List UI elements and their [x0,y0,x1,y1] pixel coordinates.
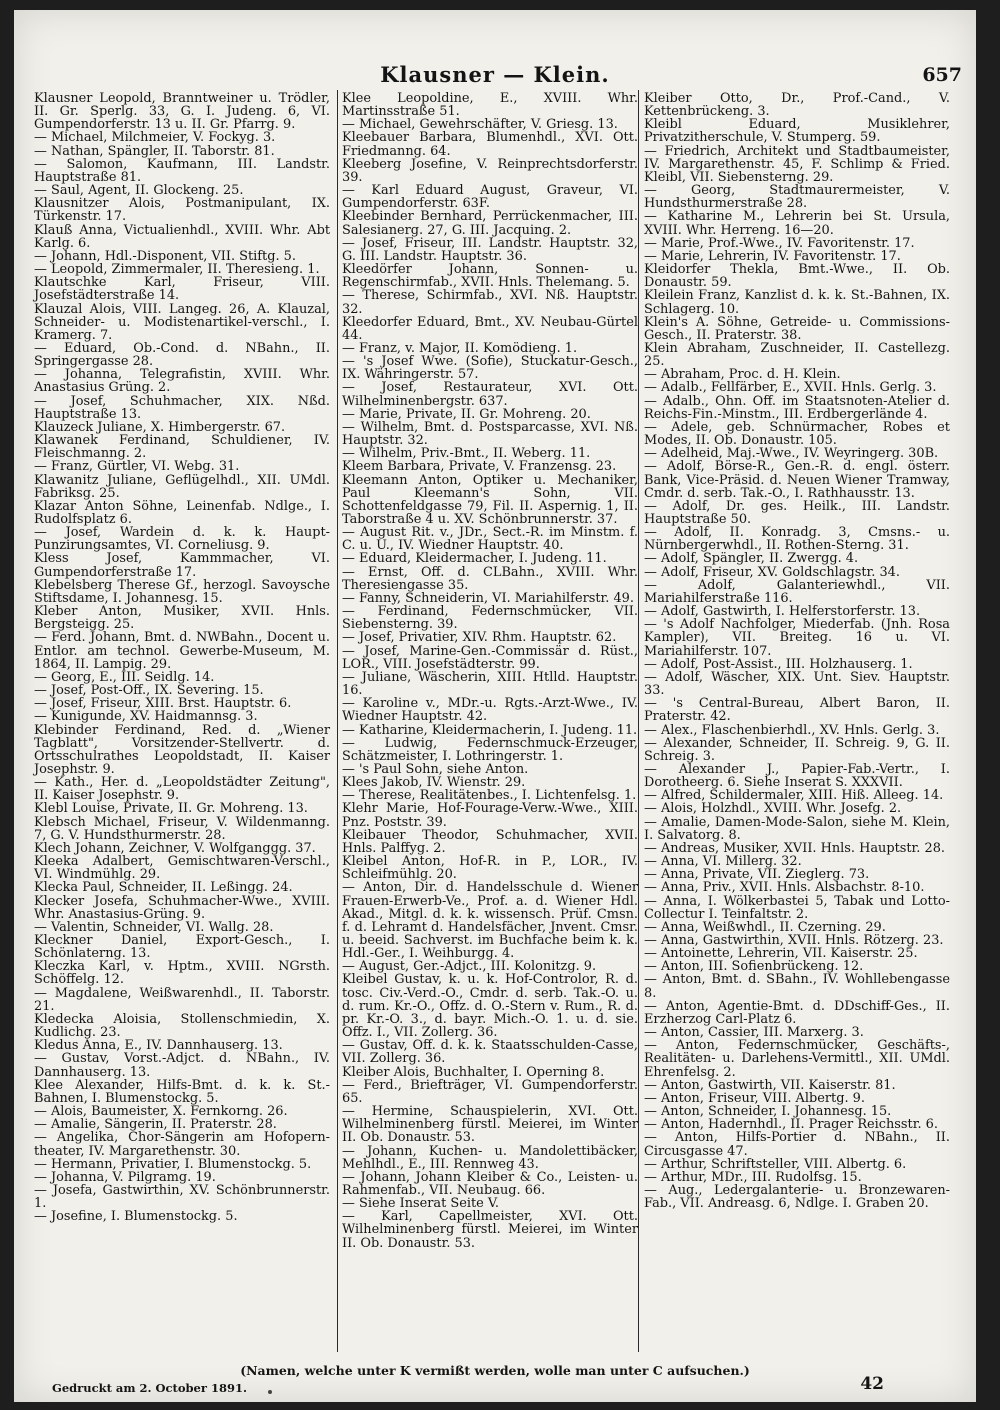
directory-entry: Klawanitz Juliane, Geflügelhdl., XII. UMdl. Fabriksg. 25. [34,472,330,501]
directory-entry: — Anton, Schneider, I. Johannesg. 15. [644,1104,892,1120]
directory-entry: Kledus Anna, E., IV. Dannhauserg. 13. [34,1038,283,1054]
directory-entry: Klauß Anna, Victualienhdl., XVIII. Whr. Abt Karlg. 6. [34,222,330,251]
directory-entry: Kleczka Karl, v. Hptm., XVIII. NGrsth. Schöffelg. 12. [34,959,330,988]
directory-entry: Kleidorfer Thekla, Bmt.-Wwe., II. Ob. Donaustr. 59. [644,262,950,291]
directory-entry: Kleebinder Bernhard, Perrückenmacher, III. Salesianerg. 27, G. III. Jacquing. 2. [342,209,638,238]
directory-entry: — 's Central-Bureau, Albert Baron, II. Praterstr. 42. [644,696,950,725]
directory-entry: — Fanny, Schneiderin, VI. Mariahilferstr. 49. [342,590,634,606]
directory-entry: — Juliane, Wäscherin, XIII. Htlld. Hauptstr. 16. [342,669,638,699]
directory-entry: — Adolf, Friseur, XV. Goldschlagstr. 34. [644,564,900,580]
directory-entry: — Adolf, Post-Assist., III. Holzhauserg. 1. [644,656,913,672]
directory-entry: — Karoline v., MDr.-u. Rgts.-Arzt-Wwe., IV. Wiedner Hauptstr. 42. [342,696,638,725]
directory-entry: — Josef, Friseur, III. Landstr. Hauptstr. 32, G. III. Landstr. Hauptstr. 36. [342,235,638,264]
directory-entry: — Adolf, Gastwirth, I. Helferstorferstr. 13. [644,604,921,620]
directory-entry: Klein Abraham, Zuschneider, II. Castellezg. 25. [644,340,950,370]
directory-entry: Klee Leopoldine, E., XVIII. Whr. Martinsstraße 51. [342,91,638,120]
directory-entry: — Andreas, Musiker, XVII. Hnls. Hauptstr. 28. [644,840,945,856]
signature-mark: 42 [860,1374,884,1394]
directory-entry: — Michael, Gewehrschäfter, V. Griesg. 13. [342,117,618,133]
directory-entry: — Katharine M., Lehrerin bei St. Ursula, XVIII. Whr. Herreng. 16—20. [644,209,950,238]
directory-entry: — Ferdinand, Federnschmücker, VII. Siebensterng. 39. [342,604,638,633]
directory-entry: Klawanek Ferdinand, Schuldiener, IV. Fleischmanng. 2. [34,433,330,462]
directory-entry: Klebl Louise, Private, II. Gr. Mohreng. 13. [34,801,308,817]
column-right [644,92,950,1210]
directory-entry: — Johann, Kuchen- u. Mandolettibäcker, Mehlhdl., E., III. Rennweg 43. [342,1143,638,1172]
directory-entry: — Marie, Lehrerin, IV. Favoritenstr. 17. [644,248,901,264]
directory-entry: — Anna, Gastwirthin, XVII. Hnls. Rötzerg. 23. [644,933,944,948]
directory-entry: — Adolf, II. Konradg. 3, Cmsns.- u. Nürnbergerwhdl., II. Rothen-Sterng. 31. [644,525,950,554]
directory-entry: — Kunigunde, XV. Haidmannsg. 3. [34,709,258,725]
directory-entry: — Johanna, Telegrafistin, XVIII. Whr. Anastasius Grüng. 2. [34,367,330,396]
directory-entry: Klauzal Alois, VIII. Langeg. 26, A. Klauzal, Schneider- u. Modistenartikel-verschl., I. Kramerg. 7. [34,301,330,343]
ink-dot [268,1390,272,1394]
directory-entry: — Alois, Baumeister, X. Fernkorng. 26. [34,1104,288,1120]
directory-entry: — 's Josef Wwe. (Sofie), Stuckatur-Gesch., IX. Währingerstr. 57. [342,354,638,383]
directory-entry: — Anton, Dir. d. Handelsschule d. Wiener Frauen-Erwerb-Ve., Prof. a. d. Wiener Hdl. Akad., Mitgl. d. k. k. wissensch. Prüf. Cmsn. f. d. Lehramt d. Handelsfächer, Jnvent. Cmsr. u. beeid. Sachverst. im Buchfache beim k. k. Hdl.-Ger., I. Weihburgg. 4. [342,880,638,962]
directory-entry: — Adalb., Ohn. Off. im Staatsnoten-Atelier d. Reichs-Fin.-Minstm., III. Erdbergerlände 4. [644,393,950,422]
directory-entry: — Anna, Priv., XVII. Hnls. Alsbachstr. 8-10. [644,880,925,896]
directory-entry: — Johanna, V. Pilgramg. 19. [34,1169,216,1185]
directory-entry: — Ludwig, Federnschmuck-Erzeuger, Schätzmeister, I. Lothringerstr. 1. [342,735,638,764]
directory-entry: — Georg, Stadtmaurermeister, V. Hundsthurmerstraße 28. [644,183,950,212]
directory-entry: — Salomon, Kaufmann, III. Landstr. Hauptstraße 81. [34,156,330,185]
directory-entry: — Arthur, MDr., III. Rudolfsg. 15. [644,1169,862,1185]
directory-entry: Kleeka Adalbert, Gemischtwaren-Verschl., VI. Windmühlg. 29. [34,854,330,883]
column-left [34,92,330,1223]
directory-entry: — Amalie, Sängerin, II. Praterstr. 28. [34,1117,277,1133]
directory-entry: — Anton, Gastwirth, VII. Kaiserstr. 81. [644,1077,896,1093]
directory-entry: Klees Jakob, IV. Wienstr. 29. [342,775,526,791]
directory-entry: — Josefine, I. Blumenstockg. 5. [34,1209,238,1225]
directory-entry: Kless Josef, Kammmacher, VI. Gumpendorferstraße 17. [34,551,330,580]
directory-entry: Klebelsberg Therese Gf., herzogl. Savoysche Stiftsdame, I. Johannesg. 15. [34,577,330,606]
directory-entry: — Anna, Private, VII. Zieglerg. 73. [644,867,870,883]
directory-entry: — Josefa, Gastwirthin, XV. Schönbrunnerstr. 1. [34,1182,330,1212]
directory-entry: — Adolf, Spängler, II. Zwergg. 4. [644,551,859,567]
directory-entry: — Alexander, Schneider, II. Schreig. 9, G. II. Schreig. 3. [644,735,950,764]
directory-entry: — Anton, Hadernhdl., II. Prager Reichsstr. 6. [644,1117,938,1133]
directory-entry: Kleckner Daniel, Export-Gesch., I. Schönlaterng. 13. [34,933,330,962]
directory-entry: — Johann, Hdl.-Disponent, VII. Stiftg. 5. [34,248,296,264]
directory-entry: — Ernst, Off. d. CLBahn., XVIII. Whr. Theresiengasse 35. [342,564,638,593]
directory-entry: — 's Paul Sohn, siehe Anton. [342,761,529,777]
directory-entry: — Josef, Restaurateur, XVI. Ott. Wilhelminenbergstr. 637. [342,380,638,409]
directory-entry: Kleemann Anton, Optiker u. Mechaniker, Paul Kleemann's Sohn, VII. Schottenfeldgasse 79, Fil. II. Aspernig. 1, II. Taborstraße 4 u. XV. Schönbrunnerstr. 37. [342,472,638,527]
directory-entry: — Valentin, Schneider, VI. Wallg. 28. [34,919,274,935]
directory-entry: — Adalb., Fellfärber, E., XVII. Hnls. Gerlg. 3. [644,380,937,396]
directory-entry: — Kath., Her. d. „Leopoldstädter Zeitung", II. Kaiser Josephstr. 9. [34,775,330,804]
directory-entry: Kleibauer Theodor, Schuhmacher, XVII. Hnls. Palffyg. 2. [342,827,638,856]
directory-page [14,10,976,1402]
column-middle [342,92,638,1250]
directory-entry: — Eduard, Kleidermacher, I. Judeng. 11. [342,551,607,567]
directory-entry: Klein's A. Söhne, Getreide- u. Commissions-Gesch., II. Praterstr. 38. [644,314,950,343]
directory-entry: — Anton, Agentie-Bmt. d. DDschiff-Ges., II. Erzherzog Carl-Platz 6. [644,998,950,1027]
directory-entry: — Alexander J., Papier-Fab.-Vertr., I. Dorotheerg. 6. Siehe Inserat S. XXXVII. [644,761,950,791]
directory-entry: — Eduard, Ob.-Cond. d. NBahn., II. Springergasse 28. [34,340,330,370]
directory-entry: — Adolf, Galanteriewhdl., VII. Mariahilferstraße 116. [644,577,950,606]
directory-entry: Kleebauer Barbara, Blumenhdl., XVI. Ott. Friedmanng. 64. [342,130,638,159]
directory-entry: — Josef, Wardein d. k. k. Haupt-Punzirungsamtes, VI. Corneliusg. 9. [34,525,330,554]
directory-entry: — Franz, v. Major, II. Komödieng. 1. [342,340,578,356]
directory-entry: Klebsch Michael, Friseur, V. Wildenmanng. 7, G. V. Hundsthurmerstr. 28. [34,814,330,843]
directory-entry: Kleedörfer Johann, Sonnen- u. Regenschirmfab., XVII. Hnls. Thelemang. 5. [342,262,638,291]
directory-entry: — Nathan, Spängler, II. Taborstr. 81. [34,143,275,159]
directory-entry: — Adolf, Börse-R., Gen.-R. d. engl. österr. Bank, Vice-Präsid. d. Neuen Wiener Tramway, Cmdr. d. serb. Tak.-O., I. Rathhausstr. 13. [644,459,950,501]
directory-entry: — Saul, Agent, II. Glockeng. 25. [34,183,244,199]
directory-entry: — Michael, Milchmeier, V. Fockyg. 3. [34,130,276,146]
directory-entry: Kledecka Aloisia, Stollenschmiedin, X. Kudlichg. 23. [34,1011,330,1041]
directory-entry: — Hermine, Schauspielerin, XVI. Ott. Wilhelminenberg fürstl. Meierei, im Winter II. Ob. Donaustr. 53. [342,1104,638,1146]
directory-entry: Klautschke Karl, Friseur, VIII. Josefstädterstraße 14. [34,275,330,304]
directory-entry: — Josef, Post-Off., IX. Severing. 15. [34,683,264,699]
directory-entry: — Franz, Gürtler, VI. Webg. 31. [34,459,240,475]
directory-entry: — Alois, Holzhdl., XVIII. Whr. Josefg. 2. [644,801,902,817]
directory-entry: — Magdalene, Weißwarenhdl., II. Taborstr. 21. [34,985,330,1014]
directory-entry: — August Rit. v., JDr., Sect.-R. im Minstm. f. C. u. U., IV. Wiedner Hauptstr. 40. [342,525,638,554]
directory-entry: — Karl Eduard August, Graveur, VI. Gumpendorferstr. 63F. [342,183,638,212]
directory-entry: Klech Johann, Zeichner, V. Wolfganggg. 37. [34,840,316,856]
directory-entry: — Alex., Flaschenbierhdl., XV. Hnls. Gerlg. 3. [644,722,940,738]
directory-entry: — Adolf, Dr. ges. Heilk., III. Landstr. Hauptstraße 50. [644,498,950,527]
directory-entry: — Ferd. Johann, Bmt. d. NWBahn., Docent u. Entlor. am technol. Gewerbe-Museum, M. 1864, II. Lampig. 29. [34,630,330,672]
directory-entry: — Wilhelm, Bmt. d. Postsparcasse, XVI. Nß. Hauptstr. 32. [342,419,638,449]
directory-entry: — Amalie, Damen-Mode-Salon, siehe M. Klein, I. Salvatorg. 8. [644,814,950,843]
page-number: 657 [922,64,962,86]
directory-entry: Klecka Paul, Schneider, II. Leßingg. 24. [34,880,293,896]
directory-entry: Klauzeck Juliane, X. Himbergerstr. 67. [34,419,286,435]
directory-entry: — Abraham, Proc. d. H. Klein. [644,367,841,383]
directory-entry: — Georg, E., III. Seidlg. 14. [34,669,215,685]
directory-entry: — Anna, Weißwhdl., II. Czerning. 29. [644,919,886,935]
directory-entry: — Josef, Marine-Gen.-Commissär d. Rüst., LOR., VIII. Josefstädterstr. 99. [342,643,638,672]
directory-entry: — Anna, VI. Millerg. 32. [644,854,802,870]
directory-entry: — Adelheid, Maj.-Wwe., IV. Weyringerg. 30B. [644,446,939,462]
directory-entry: — Anton, Cassier, III. Marxerg. 3. [644,1025,864,1041]
directory-entry: — Anton, Friseur, VIII. Albertg. 9. [644,1090,865,1106]
directory-entry: — August, Ger.-Adjct., III. Kolonitzg. 9. [342,959,597,975]
directory-entry: — Aug., Ledergalanterie- u. Bronzewaren-Fab., VII. Andreasg. 6, Ndlge. I. Graben 20. [644,1182,950,1212]
directory-entry: — Anton, Bmt. d. SBahn., IV. Wohllebengasse 8. [644,972,950,1001]
footnote: (Namen, welche unter K vermißt werden, wolle man unter C aufsuchen.) [240,1363,750,1378]
directory-entry: Kleber Anton, Musiker, XVII. Hnls. Bergsteigg. 25. [34,604,330,633]
print-date: Gedruckt am 2. October 1891. [52,1381,247,1395]
directory-entry: — Katharine, Kleidermacherin, I. Judeng. 11. [342,722,638,738]
directory-entry: — Gustav, Vorst.-Adjct. d. NBahn., IV. Dannhauserg. 13. [34,1051,330,1080]
column-rule [638,90,639,1352]
directory-entry: — Josef, Friseur, XIII. Brst. Hauptstr. 6. [34,696,292,712]
directory-entry: — Wilhelm, Priv.-Bmt., II. Weberg. 11. [342,446,591,462]
directory-entry: — Siehe Inserat Seite V. [342,1196,500,1212]
directory-entry: — Adele, geb. Schnürmacher, Robes et Modes, II. Ob. Donaustr. 105. [644,419,950,449]
directory-entry: — Arthur, Schriftsteller, VIII. Albertg. 6. [644,1156,907,1172]
directory-entry: — Hermann, Privatier, I. Blumenstockg. 5. [34,1156,312,1172]
directory-entry: Kleiber Alois, Buchhalter, I. Operning 8. [342,1064,605,1080]
directory-entry: Kleiber Otto, Dr., Prof.-Cand., V. Kettenbrückeng. 3. [644,91,950,120]
directory-entry: — Gustav, Off. d. k. k. Staatsschulden-Casse, VII. Zollerg. 36. [342,1038,638,1067]
directory-entry: — Friedrich, Architekt und Stadtbaumeister, IV. Margarethenstr. 45, F. Schlimp & Fried. Kleibl, VII. Siebensterng. 29. [644,143,950,185]
running-title: Klausner — Klein. [380,62,610,87]
directory-entry: Kleem Barbara, Private, V. Franzensg. 23. [342,459,617,475]
directory-entry: Kleibl Eduard, Musiklehrer, Privatzitherschule, V. Stumperg. 59. [644,117,950,146]
column-rule [337,90,338,1352]
directory-entry: — Anton, Hilfs-Portier d. NBahn., II. Circusgasse 47. [644,1130,950,1159]
directory-entry: Klehr Marie, Hof-Fourage-Verw.-Wwe., XIII. Pnz. Poststr. 39. [342,801,638,830]
directory-entry: — Antoinette, Lehrerin, VII. Kaiserstr. 25. [644,946,918,962]
directory-entry: — Adolf, Wäscher, XIX. Unt. Siev. Hauptstr. 33. [644,669,950,699]
directory-entry: — Anna, I. Wölkerbastei 5, Tabak und Lotto-Collectur I. Teinfaltstr. 2. [644,893,950,922]
directory-entry: Kleibel Anton, Hof-R. in P., LOR., IV. Schleifmühlg. 20. [342,854,638,883]
directory-entry: — Marie, Private, II. Gr. Mohreng. 20. [342,406,591,422]
directory-entry: — Karl, Capellmeister, XVI. Ott. Wilhelminenberg fürstl. Meierei, im Winter II. Ob. Donaustr. 53. [342,1209,638,1251]
directory-entry: Klecker Josefa, Schuhmacher-Wwe., XVIII. Whr. Anastasius-Grüng. 9. [34,893,330,922]
directory-entry: — Ferd., Briefträger, VI. Gumpendorferstr. 65. [342,1077,638,1106]
directory-entry: — Therese, Realitätenbes., I. Lichtenfelsg. 1. [342,788,637,804]
directory-entry: — Alfred, Schildermaler, XIII. Hiß. Alleeg. 14. [644,788,944,804]
directory-entry: — Leopold, Zimmermaler, II. Theresieng. 1. [34,262,320,278]
directory-entry: Klee Alexander, Hilfs-Bmt. d. k. k. St.-Bahnen, I. Blumenstockg. 5. [34,1077,330,1106]
directory-entry: — Marie, Prof.-Wwe., IV. Favoritenstr. 17. [644,235,915,251]
directory-entry: — Anton, Federnschmücker, Geschäfts-, Realitäten- u. Darlehens-Vermittl., XII. UMdl. Ehrenfelsg. 2. [644,1038,950,1080]
directory-entry: — Anton, III. Sofienbrückeng. 12. [644,959,864,975]
directory-entry: Kleilein Franz, Kanzlist d. k. k. St.-Bahnen, IX. Schlagerg. 10. [644,288,950,317]
directory-entry: — Josef, Privatier, XIV. Rhm. Hauptstr. 62. [342,630,617,646]
directory-entry: — Johann, Johann Kleiber & Co., Leisten- u. Rahmenfab., VII. Neubaug. 66. [342,1169,638,1198]
directory-entry: Klausnitzer Alois, Postmanipulant, IX. Türkenstr. 17. [34,196,330,225]
directory-entry: — 's Adolf Nachfolger, Miederfab. (Jnh. Rosa Kampler), VII. Breiteg. 16 u. VI. Mariahilferstr. 107. [644,617,950,659]
directory-entry: — Therese, Schirmfab., XVI. Nß. Hauptstr. 32. [342,288,638,317]
directory-entry: Klazar Anton Söhne, Leinenfab. Ndlge., I. Rudolfsplatz 6. [34,498,330,527]
directory-entry: Klebinder Ferdinand, Red. d. „Wiener Tagblatt", Vorsitzender-Stellvertr. d. Ortsschulrathes Leopoldstadt, II. Kaiser Josephstr. 9. [34,722,330,777]
directory-entry: Kleeberg Josefine, V. Reinprechtsdorferstr. 39. [342,156,638,185]
directory-entry: Kleedorfer Eduard, Bmt., XV. Neubau-Gürtel 44. [342,314,638,343]
directory-entry: Klausner Leopold, Branntweiner u. Trödler, II. Gr. Sperlg. 33, G. I. Judeng. 6, VI. Gumpendorferstr. 13 u. II. Gr. Pfarrg. 9. [34,91,330,133]
directory-entry: — Josef, Schuhmacher, XIX. Nßd. Hauptstraße 13. [34,393,330,422]
directory-entry: Kleibel Gustav, k. u. k. Hof-Controlor, R. d. tosc. Civ.-Verd.-O., Cmdr. d. serb. Tak.-O. u. d. rum. Kr.-O., Offz. d. O.-Stern v. Rum., R. d. pr. Kr.-O. 3., d. bayr. Mich.-O. 1. u. d. sie. Offz. I., VII. Zollerg. 36. [342,972,638,1041]
directory-entry: — Angelika, Chor-Sängerin am Hofopern-theater, IV. Margarethenstr. 30. [34,1130,330,1159]
